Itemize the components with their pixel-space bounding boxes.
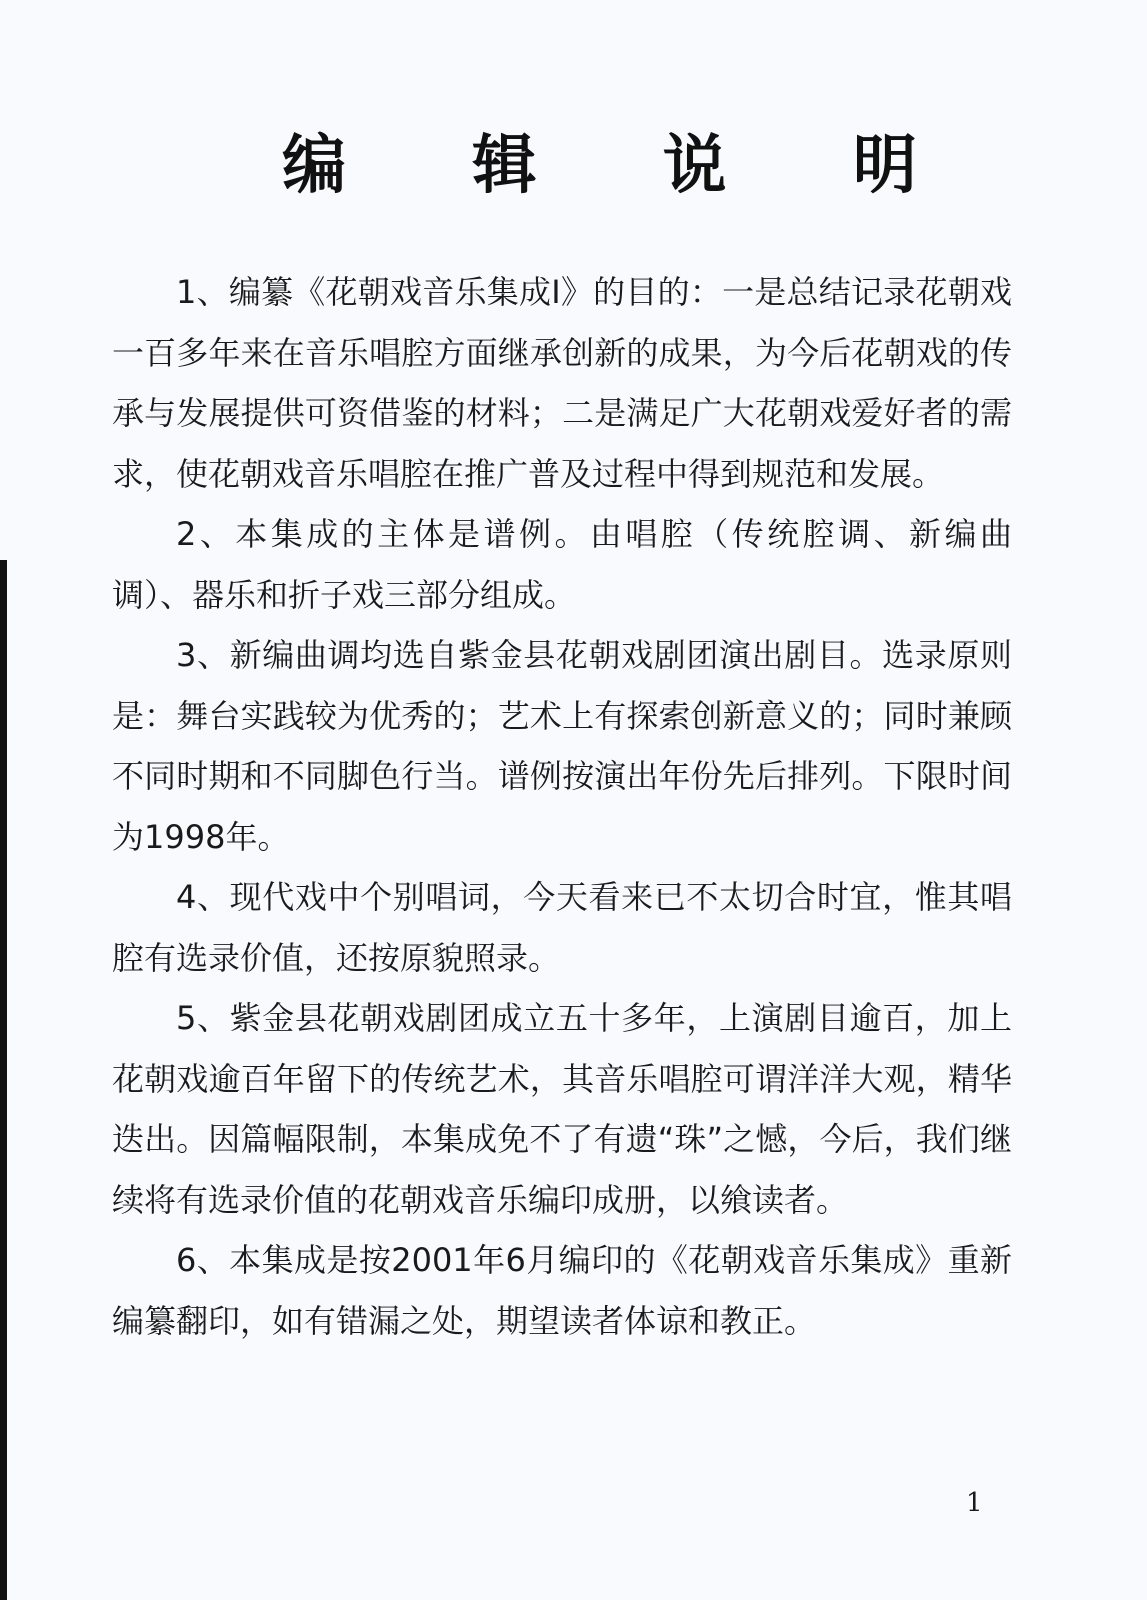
paragraph-5: 5、紫金县花朝戏剧团成立五十多年，上演剧目逾百，加上花朝戏逾百年留下的传统艺术，其音乐唱腔可谓洋洋大观，精华迭出。因篇幅限制，本集成免不了有遗“珠”之憾，今后，我们继续将有选录价值的花朝戏音乐编印成册，以飨读者。 <box>112 999 1012 1219</box>
paragraph-4: 4、现代戏中个别唱词，今天看来已不太切合时宜，惟其唱腔有选录价值，还按原貌照录。 <box>112 878 1012 977</box>
paragraph-2: 2、本集成的主体是谱例。由唱腔（传统腔调、新编曲调）、器乐和折子戏三部分组成。 <box>112 515 1012 614</box>
scan-edge-shadow <box>0 560 7 1600</box>
paragraph-3: 3、新编曲调均选自紫金县花朝戏剧团演出剧目。选录原则是：舞台实践较为优秀的；艺术上有探索创新意义的；同时兼顾不同时期和不同脚色行当。谱例按演出年份先后排列。下限时间为1998年。 <box>112 636 1012 856</box>
paragraph-6: 6、本集成是按2001年6月编印的《花朝戏音乐集成》重新编纂翻印，如有错漏之处，期望读者体谅和教正。 <box>112 1241 1012 1340</box>
body-text <box>112 262 1012 1351</box>
page-number: 1 <box>966 1488 983 1518</box>
paragraph-1: 1、编纂《花朝戏音乐集成Ⅰ》的目的：一是总结记录花朝戏一百多年来在音乐唱腔方面继承创新的成果，为今后花朝戏的传承与发展提供可资借鉴的材料；二是满足广大花朝戏爱好者的需求，使花朝戏音乐唱腔在推广普及过程中得到规范和发展。 <box>112 273 1012 493</box>
page-title: 编 辑 说 明 <box>282 128 969 203</box>
